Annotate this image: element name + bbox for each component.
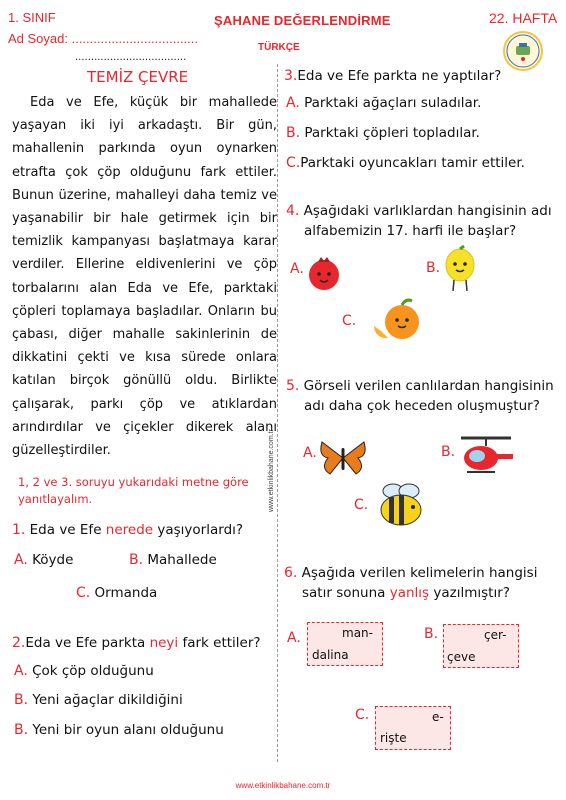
option-letter: C.: [342, 313, 357, 329]
option-text: Mahallede: [147, 552, 217, 568]
option-letter: B.: [14, 692, 29, 708]
question-text: adı daha çok heceden oluşmuştur?: [304, 398, 540, 414]
option-letter: B.: [286, 125, 301, 141]
option-letter: A.: [286, 95, 300, 111]
pomegranate-icon: [306, 254, 342, 296]
question-highlight: neyi: [149, 635, 179, 651]
column-divider: [277, 64, 278, 762]
option-text: Ormanda: [94, 585, 158, 601]
q3-option-a[interactable]: [286, 95, 481, 111]
q1-option-a[interactable]: [14, 552, 73, 568]
option-text: Yeni ağaçlar dikildiğini: [32, 692, 183, 708]
question-4: [286, 201, 552, 241]
butterfly-icon: [318, 438, 368, 482]
grade-label: 1. SINIF: [8, 10, 56, 25]
question-number: 1.: [12, 522, 26, 538]
q5-option-b[interactable]: [441, 444, 455, 460]
q1-option-b[interactable]: [129, 552, 217, 568]
option-letter: B.: [441, 444, 456, 460]
story-paragraph: Eda ve Efe, küçük bir mahallede yaşayan iki iyi arkadaştı. Bir gün, mahallenin parkında oyun oynarken etrafta çok çöp olduğunu fark ettiler. Bunun üzerine, mahalleyi daha temiz ve yaşanabilir bir hale getirmek için bir temizlik kampanyası başlatmaya karar verdiler. Ellerine eldivenlerini ve çöp torbalarını alan Eda ve Efe, parktaki çöpleri toplamaya başladılar. Onların bu çabası, diğer mahalle sakinlerinin de dikkatini çekti ve kısa sürede onlara katılan birçok gönüllü oldu. Birlikte çalışarak, parkı çöp ve atıklardan arındırdılar ve çiçekler dikerek alanı güzelleştirdiler.: [12, 95, 277, 459]
question-5: [286, 376, 554, 416]
week-label: 22. HAFTA: [489, 10, 558, 26]
q6-option-b[interactable]: [424, 626, 438, 642]
option-text: Parktaki oyuncakları tamir ettiler.: [300, 155, 525, 171]
option-letter: C.: [354, 497, 369, 513]
q1-option-c[interactable]: [76, 585, 157, 601]
q5-option-a[interactable]: [303, 445, 317, 461]
option-letter: C.: [76, 585, 91, 601]
option-letter: A.: [14, 663, 28, 679]
instruction-text: 1, 2 ve 3. soruyu yukarıdaki metne göre yanıtlayalım.: [18, 475, 249, 506]
footer-url[interactable]: www.etkinlikbahane.com.tr: [235, 781, 331, 790]
subject-label: TÜRKÇE: [258, 42, 300, 53]
q3-option-b[interactable]: [286, 125, 480, 141]
option-letter: A.: [303, 445, 317, 461]
q2-option-c[interactable]: [14, 722, 224, 738]
word-box-b-top: çer-: [484, 628, 507, 642]
question-text: Görseli verilen canlılardan hangisinin: [303, 378, 554, 394]
question-number: 3.: [284, 68, 298, 84]
q4-option-c[interactable]: [342, 313, 356, 329]
question-number: 4.: [286, 203, 300, 219]
question-text: yaşıyorlardı?: [153, 522, 244, 538]
option-letter: B.: [14, 722, 29, 738]
bee-icon: [375, 483, 427, 531]
option-letter: C.: [355, 707, 370, 723]
orange-icon: [372, 296, 422, 348]
option-text: Parktaki çöpleri topladılar.: [304, 125, 480, 141]
option-text: Yeni bir oyun alanı olduğunu: [32, 722, 224, 738]
page-title: ŞAHANE DEĞERLENDİRME: [214, 13, 391, 28]
question-1: [12, 520, 243, 540]
option-text: Parktaki ağaçları suladılar.: [304, 95, 482, 111]
option-text: Çok çöp olduğunu: [32, 663, 154, 679]
question-2: [12, 633, 261, 653]
word-box-a-top: man-: [342, 626, 373, 640]
question-text: Eda ve Efe parkta ne yaptılar?: [297, 68, 502, 84]
q6-option-a[interactable]: [287, 630, 301, 646]
story-title: TEMİZ ÇEVRE: [87, 68, 189, 86]
option-text: Köyde: [32, 552, 74, 568]
lemon-icon: [442, 245, 478, 297]
question-3: [284, 66, 501, 86]
question-text: alfabemizin 17. harfi ile başlar?: [304, 223, 517, 239]
q3-option-c[interactable]: [286, 155, 525, 171]
option-letter: A.: [287, 630, 301, 646]
question-number: 5.: [286, 378, 300, 394]
question-number: 2.: [12, 635, 26, 651]
option-letter: B.: [424, 626, 439, 642]
option-letter: A.: [290, 261, 304, 277]
question-number: 6.: [284, 565, 298, 581]
question-highlight: nerede: [105, 522, 154, 538]
q6-option-c[interactable]: [355, 707, 369, 723]
word-box-c-top: e-: [432, 710, 444, 724]
question-text: Eda ve Efe parkta: [25, 635, 150, 651]
word-box-c-bottom: rişte: [380, 731, 407, 745]
q2-option-b[interactable]: [14, 692, 183, 708]
question-text: Eda ve Efe: [29, 522, 106, 538]
name-field[interactable]: Ad Soyad: ...................................: [8, 31, 199, 46]
q5-option-c[interactable]: [354, 497, 368, 513]
option-letter: C.: [286, 155, 301, 171]
question-6: [284, 563, 537, 603]
question-text: Aşağıdaki varlıklardan hangisinin adı: [303, 203, 552, 219]
option-letter: B.: [426, 260, 441, 276]
side-url: www.etkinlikbahane.com.tr: [268, 429, 275, 512]
story-dots: ...................................: [75, 52, 187, 63]
helicopter-icon: [455, 434, 517, 480]
question-highlight: yanlış: [389, 585, 430, 601]
question-text: yazılmıştır?: [429, 585, 510, 601]
q4-option-b[interactable]: [426, 260, 440, 276]
word-box-b-bottom: çeve: [447, 650, 476, 664]
etkinlik-bahane-logo-icon: [503, 31, 543, 71]
q2-option-a[interactable]: [14, 663, 154, 679]
question-text: fark ettiler?: [178, 635, 261, 651]
question-text: satır sonuna: [302, 585, 390, 601]
q4-option-a[interactable]: [290, 261, 304, 277]
story-text-block: [12, 91, 277, 462]
question-text: Aşağıda verilen kelimelerin hangisi: [301, 565, 538, 581]
option-letter: B.: [129, 552, 144, 568]
word-box-a-bottom: dalina: [312, 648, 349, 662]
option-letter: A.: [14, 552, 28, 568]
